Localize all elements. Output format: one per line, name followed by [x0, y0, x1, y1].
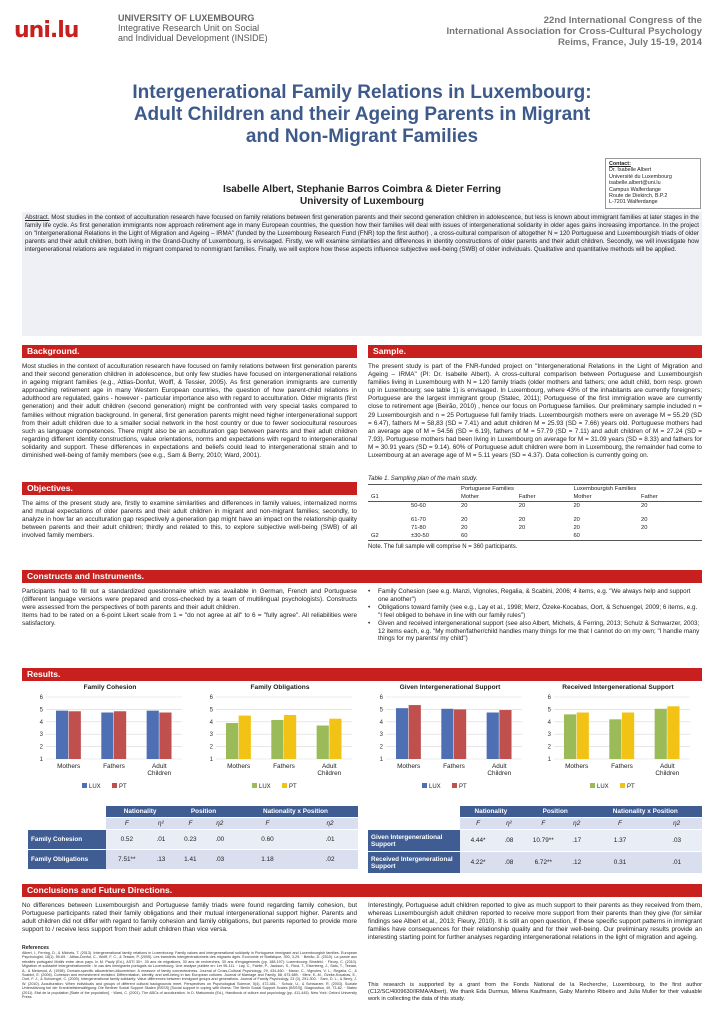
bar-lux — [487, 713, 499, 760]
legend-label: PT — [289, 784, 297, 790]
table-cell: 20 — [518, 517, 526, 523]
col-sub: η² — [148, 818, 174, 830]
y-tick-label: 5 — [547, 707, 551, 714]
bar-lux — [609, 719, 621, 759]
table-cell — [516, 532, 571, 541]
bar-pt — [622, 713, 634, 760]
y-tick-label: 4 — [547, 719, 551, 726]
x-tick-label: Mothers — [227, 763, 251, 770]
list-item: • Given and received intergenerational support (see also Albert, Michels, & Ferring, 2013; Schulz & Schwarzer, 2003; 12 items each, e.g. "My mother/father/child handles many things for me that I cannot do on my own; "I handle many things for my parents/ my child") — [368, 620, 702, 644]
table-cell: 20 — [461, 503, 468, 509]
contact-address: Route de Diekirch, B.P.2 — [609, 193, 668, 200]
col-sub: F — [174, 818, 207, 830]
x-tick-label: Children — [487, 770, 512, 777]
anova-table-left — [28, 806, 358, 870]
table-cell: 4.44* — [460, 830, 496, 852]
contact-postcode: L-7201 Walferdange — [609, 199, 658, 206]
y-tick-label: 5 — [209, 707, 213, 714]
background-heading: Background. — [22, 345, 357, 358]
col-sub: F — [106, 818, 148, 830]
results-table-right — [368, 806, 702, 874]
list-item-text: Obligations toward family (see e.g., Lay et al., 1998; Merz, Özeke-Kocabas, Oort, & Schuengel, 2009; 6 items, e.g. "I feel obliged to behave in line with our family rules") — [378, 603, 698, 619]
col-sub: η2 — [207, 818, 233, 830]
table-cell: .03 — [207, 850, 233, 870]
objectives-text: The aims of the present study are, firstly to examine similarities and differences in family values, internalized norms and mutual expectations of older parents and their adult children in migrant and non-migrant families; secondly, to analyze in how far an acculturation gap respectively a generation gap might have an impact on the relationship quality between parents and their adult children; thirdly and related to this, to explore subjective well-being (SWB) of all involved family members. — [22, 500, 357, 540]
x-tick-label: Fathers — [443, 763, 465, 770]
y-tick-label: 2 — [209, 744, 213, 751]
y-tick-label: 6 — [547, 695, 551, 701]
unit-line-2: and Individual Development (INSIDE) — [118, 33, 268, 43]
conference-info — [380, 15, 702, 48]
row-label: Family Cohesion — [28, 830, 106, 850]
list-item-text: Family Cohesion (see e.g. Manzi, Vignoles, Regalia, & Scabini, 2006; 4 items, e.g. "We always help and support one another") — [378, 588, 691, 603]
bar-pt — [239, 716, 251, 759]
legend-label: LUX — [597, 784, 609, 790]
results-table-left — [28, 806, 358, 870]
background-text: Most studies in the context of acculturation research have focused on family relations between first generation parents and their second generation children in adolescence, but only few studies have focused on intergenerational relations in ageing migrant families (e.g., Attias-Donfut, Wolff, & Tessier, 2005). As first generation immigrants are currently approaching retirement age in many Western European countries, the question of how parent-child relations in adulthood are regulated, gains - however - particular importance also with regard to acculturation. Older migrants (first generation) and their adult children (second generation) might be confronted with very special tasks compared to families without migration background. In general, first generation parents might need higher intergenerational support from their adult children due to a smaller social network in the host country or due to fewer sociocultural resources such as language competences. There might also be an acculturation gap between parents and their adult children regarding different identity constructions, value orientations, norms and expectations with regard to intergenerational solidarity and support. These differences in expectations and beliefs could lead to intergenerational strain and to diminished well-being of family members (see e.g., Sam & Berry, 2010; Ward, 2001). — [22, 363, 357, 460]
chart-received-support — [538, 684, 698, 794]
list-item: • Obligations toward family (see e.g., Lay et al., 1998; Merz, Özeke-Kocabas, Oort, & Schuengel, 2009; 6 items, e.g. "I feel obliged to behave in line with our family rules") — [368, 604, 702, 620]
col-group: Nationality x Position — [589, 806, 702, 818]
sampling-table — [368, 484, 702, 541]
x-tick-label: Mothers — [565, 763, 589, 770]
x-tick-label: Adult — [322, 763, 337, 770]
chart-svg — [30, 691, 190, 791]
bar-pt — [577, 713, 589, 760]
contact-institution: Université du Luxembourg — [609, 173, 672, 180]
legend-label: PT — [627, 784, 635, 790]
author-affiliation: University of Luxembourg — [300, 196, 424, 207]
y-tick-label: 5 — [379, 707, 383, 714]
acknowledgement: This research is supported by a grant from the Fonds National de la Recherche, Luxembourg, to the first author (C12/SC/4009630/IRMA/Albert). We thank Eda Durmus, Milena Kaufmann, Gaby Marinho Ribeiro and Julia Muller for their valuable work in collecting the data of this study. — [368, 982, 702, 1002]
contact-heading: Contact: — [609, 161, 631, 167]
bar-lux — [655, 709, 667, 759]
table-cell: 20 — [641, 525, 648, 531]
university-logo — [14, 12, 106, 52]
table-cell: 0.52 — [106, 830, 148, 850]
table-cell: 1.41 — [174, 850, 207, 870]
title-line-3: and Non-Migrant Families — [245, 126, 479, 147]
conclusions-right: Interestingly, Portuguese adult children reported to give as much support to their parents as they received from them, whereas Luxembourgish adult children reported to receive more support from their parents than they give (for similar findings see Albert et al., 2013; Fleury, 2010). It is still an open question, if these specific support patterns in immigrant families have consequences for their relationship quality and for their well-being. Our preliminary results provide an interesting starting point for further analyses regarding intergenerational relations in the light of migration and ageing. — [368, 902, 702, 942]
table-cell: .00 — [207, 830, 233, 850]
bar-lux — [441, 709, 453, 759]
table-cell: 1.18 — [233, 850, 302, 870]
y-tick-label: 1 — [209, 757, 213, 763]
constructs-list — [368, 588, 702, 643]
bar-lux — [396, 708, 408, 759]
x-tick-label: Fathers — [103, 763, 125, 770]
bar-pt — [284, 715, 296, 759]
col-sub: F — [589, 818, 652, 830]
table-cell: ±30-50 — [411, 533, 430, 539]
chart-family-cohesion — [30, 684, 190, 794]
legend-label: LUX — [429, 784, 441, 790]
table-cell: 60 — [573, 533, 580, 539]
chart-svg — [538, 691, 698, 791]
table-cell: .01 — [651, 852, 702, 874]
chart-family-obligations — [200, 684, 360, 794]
col-sub: η2 — [651, 818, 702, 830]
legend-label: PT — [459, 784, 467, 790]
references-text: Albert, I., Ferring, D., & Michels, T. (2013). Intergenerational family relations in Luxembourg: Family values and intergenerational solidarity in Portuguese immigrant and Luxembourgish families. European Psychologist, 18(1), 59-69. · Attias-Donfut, C., Wolff, F. C., & Tessier, P. (2005). Les transferts intergénérationnels des migrants âgés. Économie et Statistique, 390, 3-29. · Beirão, D. (2010). La parole aux retraités portugais! Motifs entre deux pays. In M. Pauly (Ed.), ASTI 30+. 30 ans de migrations, 30 ans de recherches, 30 ans d'engagements (pp. 188-197). Luxembourg: Binsfeld. · Fleury, C. (2010). Migration et solidarité intergénérationnelle : le cas des immigrants portugais du Luxembourg. Une analyse publiée en: 1er 95-111. · Lay, C., Fairlie, P., Jackson, S., Ricci, T., Eisenberg, J., Sato, T., Teeaar, A., & Melamud, A. (1998). Domain-specific allocentrism-idiocentrism: A measure of family connectedness. Journal of Cross-Cultural Psychology, 29, 434-460. · Manzi, C., Vignoles, V. L., Regalia, C., & Scabini, E. (2006). Cohesion and enmeshment revisited: Differentiation, identity, and well-being in two European cultures. Journal of Marriage and Family, 68, 673-689. · Merz, E.-M., Özeke-Kocabas, E., Oort, F. J., & Schuengel, C. (2009). Intergenerational family solidarity: Value differences between immigrant groups and generations. Journal of Family Psychology, 23 (3), 291-300. · Sam, D. L., & Berry, J. W. (2010). Acculturation: When individuals and groups of different cultural backgrounds meet. Perspectives on Psychological Science, 5(4), 472-481. · Schulz, U., & Schwarzer, R. (2003). Soziale Unterstützung bei der Krankheitsbewältigung: Die Berliner Social Support Skalen (BSSS) [Social support in coping with illness: The Berlin Social Support Scales (BSSS)]. Diagnostica, 49, 73-82. · Statec (2011). Etat de la population [State of the population]. · Ward, C. (2001). The ABCs of acculturation. In D. Matsumoto (Ed.), Handbook of culture and psychology (pp. 411-445). New York: Oxford University Press. — [22, 951, 357, 1000]
conclusions-left: No differences between Luxembourgish and Portuguese family triads were found regarding family cohesion, but Portuguese participants rated their family obligations and their mutual intergenerational support higher. Parents and adult children did not differ with regard to family cohesion and family obligations, but parents reported to provide more support to / receive less support from their adult children than vice versa. — [22, 902, 357, 934]
y-tick-label: 3 — [39, 732, 43, 739]
conference-line-2: International Association for Cross-Cultural Psychology — [446, 26, 702, 37]
abstract — [22, 212, 702, 336]
abstract-text: Most studies in the context of acculturation research have focused on family relations between first generation parents and their second generation children in adolescence, but less is known about immigrant families at later stages in the family life cycle. As first generation immigrants now approach retirement age in many European countries, the question how their families will deal with issues of intergenerational solidarity in older ages gains increasing importance. In the project on "Intergenerational Relations in the Light of Migration and Ageing – IRMA" (funded by the Luxembourg Research Fund (FNR) top the first author) , a cross-cultural comparison of altogether N = 120 Portuguese and Luxembourgish triads of older parents and their adult children, both living in the Grand-Duchy of Luxembourg, is envisaged. Firstly, we will examine similarities and differences in identity constructions of older parents and their adult children. Secondly, we will investigate how intergenerational relations are regulated in migrant compared to nonmigrant families. Finally, we will explore how these aspects influence subjective well-being (SWB) of older individuals. Qualitative and quantitative methods will be applied. — [25, 214, 699, 253]
col-sub: F — [233, 818, 302, 830]
y-tick-label: 1 — [547, 757, 551, 763]
x-tick-label: Mothers — [57, 763, 81, 770]
chart-svg — [370, 691, 530, 791]
row-label: Given Intergenerational Support — [368, 830, 460, 852]
y-tick-label: 6 — [209, 695, 213, 701]
table-cell: 0.23 — [174, 830, 207, 850]
sample-table-block — [368, 476, 702, 550]
chart-title: Family Cohesion — [83, 684, 137, 691]
table-cell: .17 — [565, 830, 589, 852]
table-cell: .08 — [496, 830, 522, 852]
table-group-portuguese: Portuguese Families — [461, 486, 514, 492]
table-cell: .01 — [302, 830, 358, 850]
y-tick-label: 5 — [39, 707, 43, 714]
university-name: UNIVERSITY OF LUXEMBOURG — [118, 13, 255, 23]
contact-email[interactable]: isabelle.albert@uni.lu — [609, 180, 661, 187]
table-sub-header: Mother — [461, 494, 480, 500]
x-tick-label: Adult — [492, 763, 507, 770]
table-cell: 20 — [573, 517, 580, 523]
chart-title: Given Intergenerational Support — [399, 684, 501, 691]
title-line-2: Adult Children and their Ageing Parents in Migrant — [133, 104, 591, 125]
y-tick-label: 4 — [209, 719, 213, 726]
chart-svg — [200, 691, 360, 791]
table-cell: 20 — [518, 525, 526, 531]
table-sub-header: Father — [641, 494, 658, 500]
constructs-text: Participants had to fill out a standardized questionnaire which was available in German, French and Portuguese (different language versions were prepared and cross-checked by a team of multilingual psychologists). Constructs were assessed from the perspectives of both parents and their adult children. — [22, 588, 357, 612]
table-cell — [638, 532, 702, 541]
objectives-heading: Objectives. — [22, 482, 357, 495]
table-cell: 6.72** — [522, 852, 565, 874]
legend-label: LUX — [259, 784, 271, 790]
table-cell: 71-80 — [411, 525, 426, 531]
x-tick-label: Adult — [152, 763, 167, 770]
contact-box — [605, 158, 701, 209]
col-sub: η2 — [302, 818, 358, 830]
author-block — [150, 184, 574, 208]
sample-heading: Sample. — [368, 345, 702, 358]
table-cell: .13 — [148, 850, 174, 870]
legend-swatch — [452, 783, 457, 788]
chart-title: Received Intergenerational Support — [562, 684, 674, 691]
col-sub: η2 — [565, 818, 589, 830]
bar-pt — [114, 711, 126, 759]
bar-pt — [69, 711, 81, 759]
col-sub: F — [460, 818, 496, 830]
y-tick-label: 6 — [39, 695, 43, 701]
bar-pt — [499, 710, 511, 759]
table-cell: 50-60 — [411, 503, 426, 509]
conference-line-1: 22nd International Congress of the — [543, 15, 702, 26]
bar-pt — [329, 719, 341, 759]
constructs-heading: Constructs and Instruments. — [22, 570, 702, 583]
bar-lux — [226, 723, 238, 759]
table-cell: 4.22* — [460, 852, 496, 874]
table-note: Note. The full sample will comprise N = 360 participants. — [368, 544, 518, 550]
contact-campus: Campus Walferdange — [609, 186, 661, 193]
bar-lux — [317, 726, 329, 759]
col-group: Nationality — [460, 806, 522, 818]
y-tick-label: 2 — [379, 744, 383, 751]
table-cell: 60 — [461, 533, 468, 539]
col-group: Nationality — [106, 806, 174, 818]
legend-label: PT — [119, 784, 127, 790]
bar-lux — [147, 711, 159, 759]
bar-lux — [56, 711, 68, 759]
x-tick-label: Mothers — [397, 763, 421, 770]
col-group: Position — [174, 806, 233, 818]
col-sub: F — [522, 818, 565, 830]
contact-name: Dr. Isabelle Albert — [609, 167, 652, 174]
legend-swatch — [282, 783, 287, 788]
author-names: Isabelle Albert, Stephanie Barros Coimbra & Dieter Ferring — [222, 184, 502, 195]
y-tick-label: 1 — [379, 757, 383, 763]
table-cell: 7.51** — [106, 850, 148, 870]
chart-given-support — [370, 684, 530, 794]
y-tick-label: 4 — [39, 719, 43, 726]
legend-label: LUX — [89, 784, 101, 790]
y-tick-label: 3 — [547, 732, 551, 739]
table-cell: 20 — [461, 517, 468, 523]
table-cell: .03 — [651, 830, 702, 852]
table-cell: 20 — [573, 503, 580, 509]
table-cell: 20 — [573, 525, 580, 531]
col-group: Nationality x Position — [233, 806, 358, 818]
table-cell: .01 — [148, 830, 174, 850]
legend-swatch — [590, 783, 595, 788]
table-group-luxembourgish: Luxembourgish Families — [573, 486, 637, 492]
table-cell: 0.31 — [589, 852, 652, 874]
constructs-text-2: Items had to be rated on a 6-point Likert scale from 1 = "do not agree at all" to 6 = "fully agree". All reliabilities were satisfactory. — [22, 612, 357, 628]
bar-pt — [667, 706, 679, 759]
table-cell: 0.60 — [233, 830, 302, 850]
anova-table-right — [368, 806, 702, 874]
list-item: • Family Cohesion (see e.g. Manzi, Vignoles, Regalia, & Scabini, 2006; 4 items, e.g. "We always help and support one another") — [368, 588, 702, 604]
table-cell: 10.79** — [522, 830, 565, 852]
unit-line-1: Integrative Research Unit on Social — [118, 23, 260, 33]
legend-swatch — [112, 783, 117, 788]
table-caption: Table 1. Sampling plan of the main study. — [368, 476, 478, 482]
title-line-1: Intergenerational Family Relations in Luxembourg: — [132, 82, 592, 103]
y-tick-label: 4 — [379, 719, 383, 726]
col-group: Position — [522, 806, 589, 818]
y-tick-label: 2 — [39, 744, 43, 751]
bar-pt — [454, 709, 466, 759]
results-heading: Results. — [22, 668, 702, 681]
table-cell: .12 — [565, 852, 589, 874]
table-sub-header: Mother — [573, 494, 592, 500]
table-cell: .02 — [302, 850, 358, 870]
legend-swatch — [620, 783, 625, 788]
references — [22, 945, 357, 999]
constructs-left — [22, 588, 357, 628]
row-label: Family Obligations — [28, 850, 106, 870]
y-tick-label: 2 — [547, 744, 551, 751]
x-tick-label: Children — [655, 770, 680, 777]
list-item-text: Given and received intergenerational support (see also Albert, Michels, & Ferring, 2013; Schulz & Schwarzer, 2003; 12 items each, e.g. "My mother/father/child handles many things for me that I cannot do on my own; "I handle many things for my parents/ my child") — [378, 619, 700, 643]
poster-title — [40, 82, 684, 148]
x-tick-label: Children — [147, 770, 172, 777]
logo-wordmark: uni.lu — [14, 18, 79, 43]
x-tick-label: Children — [317, 770, 342, 777]
table-sub-header: Father — [518, 494, 536, 500]
legend-swatch — [252, 783, 257, 788]
bar-lux — [101, 713, 113, 760]
sample-text: The present study is part of the FNR-funded project on "Intergenerational Relations in the Light of Migration and Ageing – IRMA" (PI: Dr. Isabelle Albert). A cross-cultural comparison between Portuguese and Luxembourgish families living in Luxembourg with N = 120 family triads (older mothers and fathers; one adult child, born resp. grown up in Luxembourg; see table 1) is envisaged. In Luxembourg, where 43% of the inhabitants are currently foreigners; Portuguese are the largest immigrant group (Statec, 2011); Portuguese of the first immigration wave are currently close to retirement age (Beirão, 2010) , hence our focus on Portuguese families. Our preliminary sample included n = 29 Luxembourgish and n = 25 Portuguese full family triads. Luxembourgish mothers were on average M = 55.29 (SD = 6.47), fathers M = 58,83 (SD = 7.41) and adult children M = 25.93 (SD = 7.66) years old. Portuguese mothers had an average age of M = 54.56 (SD = 6.19), fathers of M = 57.79 (SD = 7.11) and adult children of M = 27.24 (SD = 7.93). Portuguese mothers had been living in Luxembourg on average for M = 31.09 years (SD = 8.33) and fathers for M = 30.91 years (SD = 9.14). 60% of Portuguese adult children were born in Luxembourg, the remainder had come to Luxembourg at an average age of M = 5.11 years (SD = 4.37). Data collection is currently going on. — [368, 363, 702, 460]
references-heading: References — [22, 945, 49, 951]
bar-pt — [159, 713, 171, 760]
table-cell: 20 — [461, 525, 468, 531]
x-tick-label: Fathers — [273, 763, 295, 770]
table-cell: 20 — [641, 503, 648, 509]
table-cell: 20 — [641, 517, 648, 523]
x-tick-label: Adult — [660, 763, 675, 770]
bar-lux — [271, 720, 283, 759]
chart-title: Family Obligations — [250, 684, 310, 691]
y-tick-label: 1 — [39, 757, 43, 763]
row-label: Received Intergenerational Support — [368, 852, 460, 874]
y-tick-label: 3 — [379, 732, 383, 739]
bar-lux — [564, 714, 576, 759]
abstract-label: Abstract. — [25, 214, 50, 221]
table-row-label: G2 — [371, 533, 379, 539]
table-cell: 61-70 — [411, 517, 426, 523]
conference-line-3: Reims, France, July 15-19, 2014 — [558, 37, 702, 48]
university-block — [118, 13, 348, 43]
legend-swatch — [82, 783, 87, 788]
bar-pt — [409, 705, 421, 759]
table-cell: 20 — [518, 503, 526, 509]
y-tick-label: 3 — [209, 732, 213, 739]
x-tick-label: Fathers — [611, 763, 633, 770]
legend-swatch — [422, 783, 427, 788]
y-tick-label: 6 — [379, 695, 383, 701]
table-cell: .08 — [496, 852, 522, 874]
col-sub: η² — [496, 818, 522, 830]
conclusions-heading: Conclusions and Future Directions. — [22, 884, 702, 897]
table-cell: 1.37 — [589, 830, 652, 852]
table-row-label: G1 — [371, 494, 379, 500]
